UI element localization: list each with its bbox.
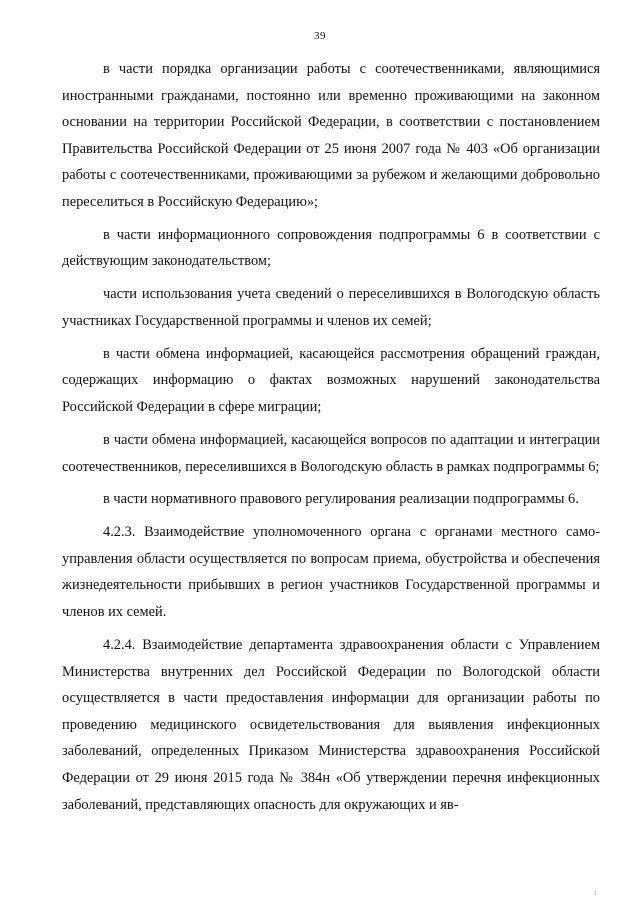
scan-mark: ı (594, 887, 597, 897)
paragraph-citizen-appeals: в части обмена информацией, касающейся рассмотрения обращений граждан, содержащих информацию о фактах возможных нарушений законодательства Российской Федерации в сфере миграции; (62, 345, 600, 416)
page-number: 39 (314, 30, 326, 42)
paragraph-resettlement-records: части использования учета сведений о переселившихся в Вологодскую область участниках Государственной программы и членов их семей; (62, 286, 600, 329)
paragraph-info-support: в части информационного сопровождения подпрограммы 6 в соответствии с действующим законодательством; (62, 226, 600, 270)
paragraph-4-2-4: 4.2.4. Взаимодействие департамента здравоохранения области с Управлением Министерства внутренних дел Российской Федерации по Вологодской области осуществляется в части предоставления информации для организации работы по проведению медицинского освидетельствования для выявления инфекционных заболеваний, определенных Приказом Министерства здравоохранения Российской Федерации от 29 июня 2015 года № 384н «Об утверждении перечня инфекционных заболеваний, представляющих опасность для окружающих и яв- (62, 636, 600, 813)
paragraph-adaptation-integration: в части обмена информацией, касающейся вопросов по адаптации и интеграции соотечественников, переселившихся в Вологодскую область в рамках подпрограммы 6; (62, 431, 600, 475)
document-body (62, 56, 600, 818)
paragraph-normative-regulation: в части нормативного правового регулирования реализации подпрограммы 6. (103, 491, 579, 508)
paragraph-4-2-3: 4.2.3. Взаимодействие уполномоченного органа с органами местного самоуправления области осуществляется по вопросам приема, обустройства и обеспечения жизнедеятельности прибывших в регион участников Государственной программы и членов их семей. (62, 524, 600, 621)
paragraph-compatriots-work: в части порядка организации работы с соотечественниками, являющимися иностранными гражданами, постоянно или временно проживающими на законном основании на территории Российской Федерации, в соответствии с постановлением Правительства Российской Федерации от 25 июня 2007 года № 403 «Об организации работы с соотечественниками, проживающими за рубежом и желающими добровольно переселиться в Российскую Федерацию»; (62, 61, 600, 210)
